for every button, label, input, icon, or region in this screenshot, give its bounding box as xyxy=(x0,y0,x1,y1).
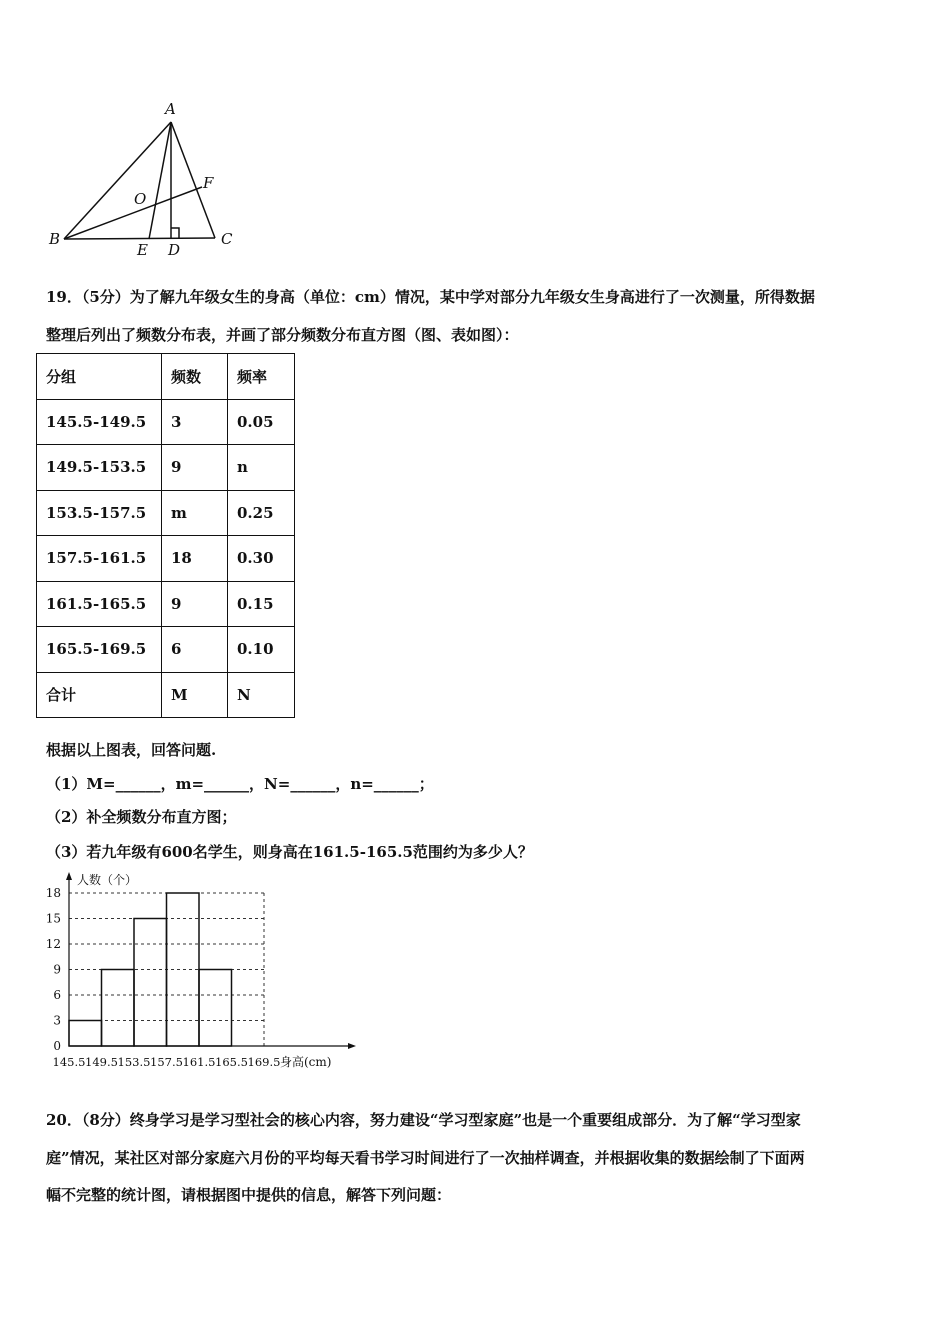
table-cell: N xyxy=(228,672,295,718)
q19-sub1: （1）M=______，m=______，N=______，n=______； xyxy=(46,775,434,793)
x-tick-label: 165.5 xyxy=(215,1055,248,1069)
y-tick-label: 18 xyxy=(45,886,61,900)
x-tick-label: 153.5 xyxy=(117,1055,151,1069)
label-a: A xyxy=(165,100,176,118)
x-tick-label: 161.5 xyxy=(182,1055,216,1069)
y-tick-label: 6 xyxy=(53,988,61,1002)
frequency-table xyxy=(36,353,295,718)
label-o: O xyxy=(134,190,147,208)
table-cell: n xyxy=(228,445,295,491)
y-tick-label: 9 xyxy=(53,962,61,977)
table-cell: 0.15 xyxy=(228,581,295,627)
table-header: 分组 xyxy=(37,354,162,400)
table-cell: 157.5-161.5 xyxy=(37,536,162,582)
table-row xyxy=(37,490,295,536)
q19-sub3: （3）若九年级有600名学生，则身高在161.5-165.5范围约为多少人？ xyxy=(46,843,533,861)
histogram-bar xyxy=(69,1021,102,1047)
label-d: D xyxy=(168,241,181,259)
table-row xyxy=(37,672,295,718)
table-cell: 149.5-153.5 xyxy=(37,445,162,491)
table-header: 频数 xyxy=(162,354,228,400)
triangle-figure xyxy=(40,95,250,265)
x-axis-label: 身高(cm) xyxy=(280,1055,332,1069)
table-cell: 153.5-157.5 xyxy=(37,490,162,536)
histogram-bar xyxy=(134,919,167,1047)
table-cell: 3 xyxy=(162,399,228,445)
table-header: 频率 xyxy=(228,354,295,400)
table-cell: 18 xyxy=(162,536,228,582)
label-c: C xyxy=(221,230,233,248)
side-ab xyxy=(64,122,171,239)
q19-sub2: （2）补全频数分布直方图； xyxy=(46,808,237,826)
segment-bf xyxy=(64,187,202,239)
table-cell: 6 xyxy=(162,627,228,673)
label-e: E xyxy=(137,241,148,259)
table-cell: 0.05 xyxy=(228,399,295,445)
y-axis-label: 人数（个） xyxy=(77,873,138,887)
histogram-bar xyxy=(199,970,232,1047)
table-row xyxy=(37,627,295,673)
y-tick-label: 12 xyxy=(45,937,61,951)
y-tick-label: 15 xyxy=(45,911,61,926)
table-cell: 合计 xyxy=(37,672,162,718)
table-cell: 165.5-169.5 xyxy=(37,627,162,673)
segment-ae xyxy=(149,122,171,239)
table-row xyxy=(37,581,295,627)
x-tick-label: 157.5 xyxy=(150,1055,183,1069)
table-cell: 9 xyxy=(162,581,228,627)
x-tick-label: 149.5 xyxy=(85,1055,118,1069)
table-row xyxy=(37,445,295,491)
x-tick-label: 145.5 xyxy=(52,1055,86,1069)
q20-line1: 20．（8分）终身学习是学习型社会的核心内容，努力建设“学习型家庭”也是一个重要组成部分．为了解“学习型家 xyxy=(46,1111,801,1129)
height-histogram xyxy=(40,868,410,1078)
q19-after-table: 根据以上图表，回答问题. xyxy=(46,741,217,759)
q19-line1: 19．（5分）为了解九年级女生的身高（单位：cm）情况，某中学对部分九年级女生身高进行了一次测量，所得数据 xyxy=(46,288,815,306)
label-b: B xyxy=(49,230,61,248)
table-cell: M xyxy=(162,672,228,718)
table-cell: 145.5-149.5 xyxy=(37,399,162,445)
histogram-bar xyxy=(102,970,135,1047)
q20-line3: 幅不完整的统计图，请根据图中提供的信息，解答下列问题： xyxy=(46,1186,452,1204)
q20-line2: 庭”情况，某社区对部分家庭六月份的平均每天看书学习时间进行了一次抽样调查，并根据收集的数据绘制了下面两 xyxy=(46,1149,805,1167)
table-header-row xyxy=(37,354,295,400)
table-cell: 0.25 xyxy=(228,490,295,536)
q19-line2: 整理后列出了频数分布表，并画了部分频数分布直方图（图、表如图）： xyxy=(46,326,519,344)
y-axis-arrow xyxy=(66,872,72,880)
y-tick-label: 0 xyxy=(53,1039,61,1053)
table-cell: 0.10 xyxy=(228,627,295,673)
table-cell: 161.5-165.5 xyxy=(37,581,162,627)
table-cell: 0.30 xyxy=(228,536,295,582)
side-bc xyxy=(64,238,215,239)
right-angle-mark xyxy=(171,228,179,239)
table-cell: 9 xyxy=(162,445,228,491)
table-row xyxy=(37,536,295,582)
x-axis-arrow xyxy=(348,1043,356,1049)
y-tick-label: 3 xyxy=(53,1013,61,1028)
x-tick-label: 169.5 xyxy=(247,1055,281,1069)
table-row xyxy=(37,399,295,445)
label-f: F xyxy=(203,174,214,192)
table-cell: m xyxy=(162,490,228,536)
